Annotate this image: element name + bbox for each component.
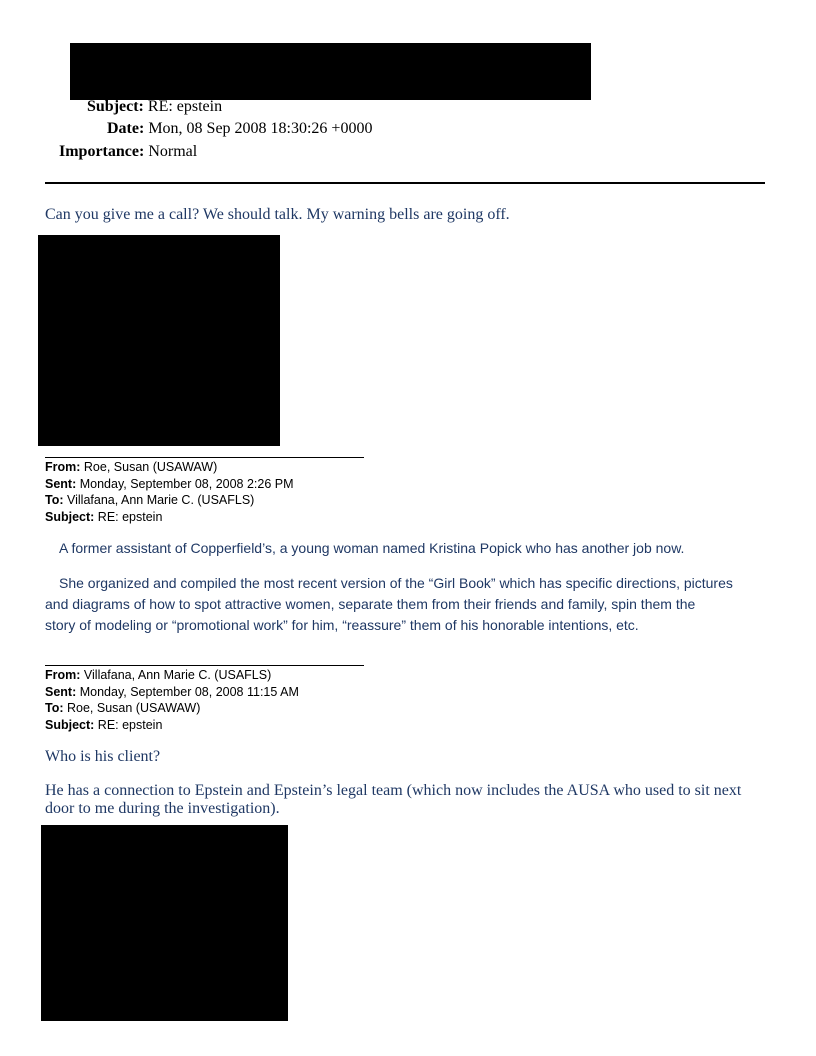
header-date-row [107, 119, 372, 139]
header-divider [45, 182, 765, 184]
message-1-from-value: Roe, Susan (USAWAW) [83, 460, 218, 474]
message-2-from-label: From: [45, 668, 81, 682]
message-1-sent-row [45, 476, 294, 493]
message-1-subject-row [45, 509, 162, 526]
message-1-paragraph-2-line-2: and diagrams of how to spot attractive women, separate them from their friends and family, spin them the [45, 596, 696, 612]
message-1-sent-label: Sent: [45, 476, 77, 491]
header-date-value: Mon, 08 Sep 2008 18:30:26 +0000 [148, 120, 373, 137]
message-1-from-row [45, 459, 217, 476]
message-1-paragraph-2-line-1: She organized and compiled the most recent version of the “Girl Book” which has specific directions, pictures [59, 575, 733, 591]
message-1-sent-value: Monday, September 08, 2008 2:26 PM [79, 476, 294, 491]
redaction-block-signature-2 [41, 825, 288, 1021]
redaction-block-signature-1 [38, 235, 280, 446]
message-1-separator [45, 457, 364, 458]
message-2-to-row [45, 700, 200, 717]
message-2-to-value: Roe, Susan (USAWAW) [67, 701, 201, 715]
header-subject-value: RE: epstein [147, 98, 223, 115]
message-2-subject-value: RE: epstein [97, 717, 163, 732]
header-importance-value: Normal [148, 143, 198, 160]
message-2-question: Who is his client? [45, 748, 161, 765]
message-2-sent-row [45, 684, 299, 701]
message-2-subject-row [45, 717, 162, 734]
message-2-from-row [45, 667, 271, 684]
header-date-label: Date: [107, 120, 145, 137]
message-2-body-line-2: door to me during the investigation). [45, 800, 280, 817]
message-2-sent-label: Sent: [45, 684, 77, 699]
message-2-to-label: To: [45, 701, 64, 715]
message-1-to-label: To: [45, 493, 64, 507]
message-1-from-label: From: [45, 460, 81, 474]
message-1-paragraph-1: A former assistant of Copperfield’s, a young woman named Kristina Popick who has another job now. [59, 540, 685, 556]
message-2-separator [45, 665, 364, 666]
message-1-to-row [45, 492, 254, 509]
header-importance-label: Importance: [59, 143, 145, 160]
message-2-sent-value: Monday, September 08, 2008 11:15 AM [79, 684, 299, 699]
message-1-to-value: Villafana, Ann Marie C. (USAFLS) [67, 493, 255, 507]
message-1-paragraph-2-line-3: story of modeling or “promotional work” for him, “reassure” them of his honorable intentions, etc. [45, 617, 639, 633]
header-subject-label: Subject: [87, 98, 144, 115]
message-2-body-line-1: He has a connection to Epstein and Epstein’s legal team (which now includes the AUSA who used to sit next [45, 782, 742, 799]
reply-body-text: Can you give me a call? We should talk. My warning bells are going off. [45, 206, 510, 223]
message-1-subject-label: Subject: [45, 509, 95, 524]
message-1-subject-value: RE: epstein [97, 509, 163, 524]
header-importance-row [59, 142, 197, 162]
redaction-block-header [70, 43, 591, 100]
message-2-subject-label: Subject: [45, 717, 95, 732]
message-2-from-value: Villafana, Ann Marie C. (USAFLS) [83, 668, 272, 682]
header-subject-row [87, 97, 222, 117]
